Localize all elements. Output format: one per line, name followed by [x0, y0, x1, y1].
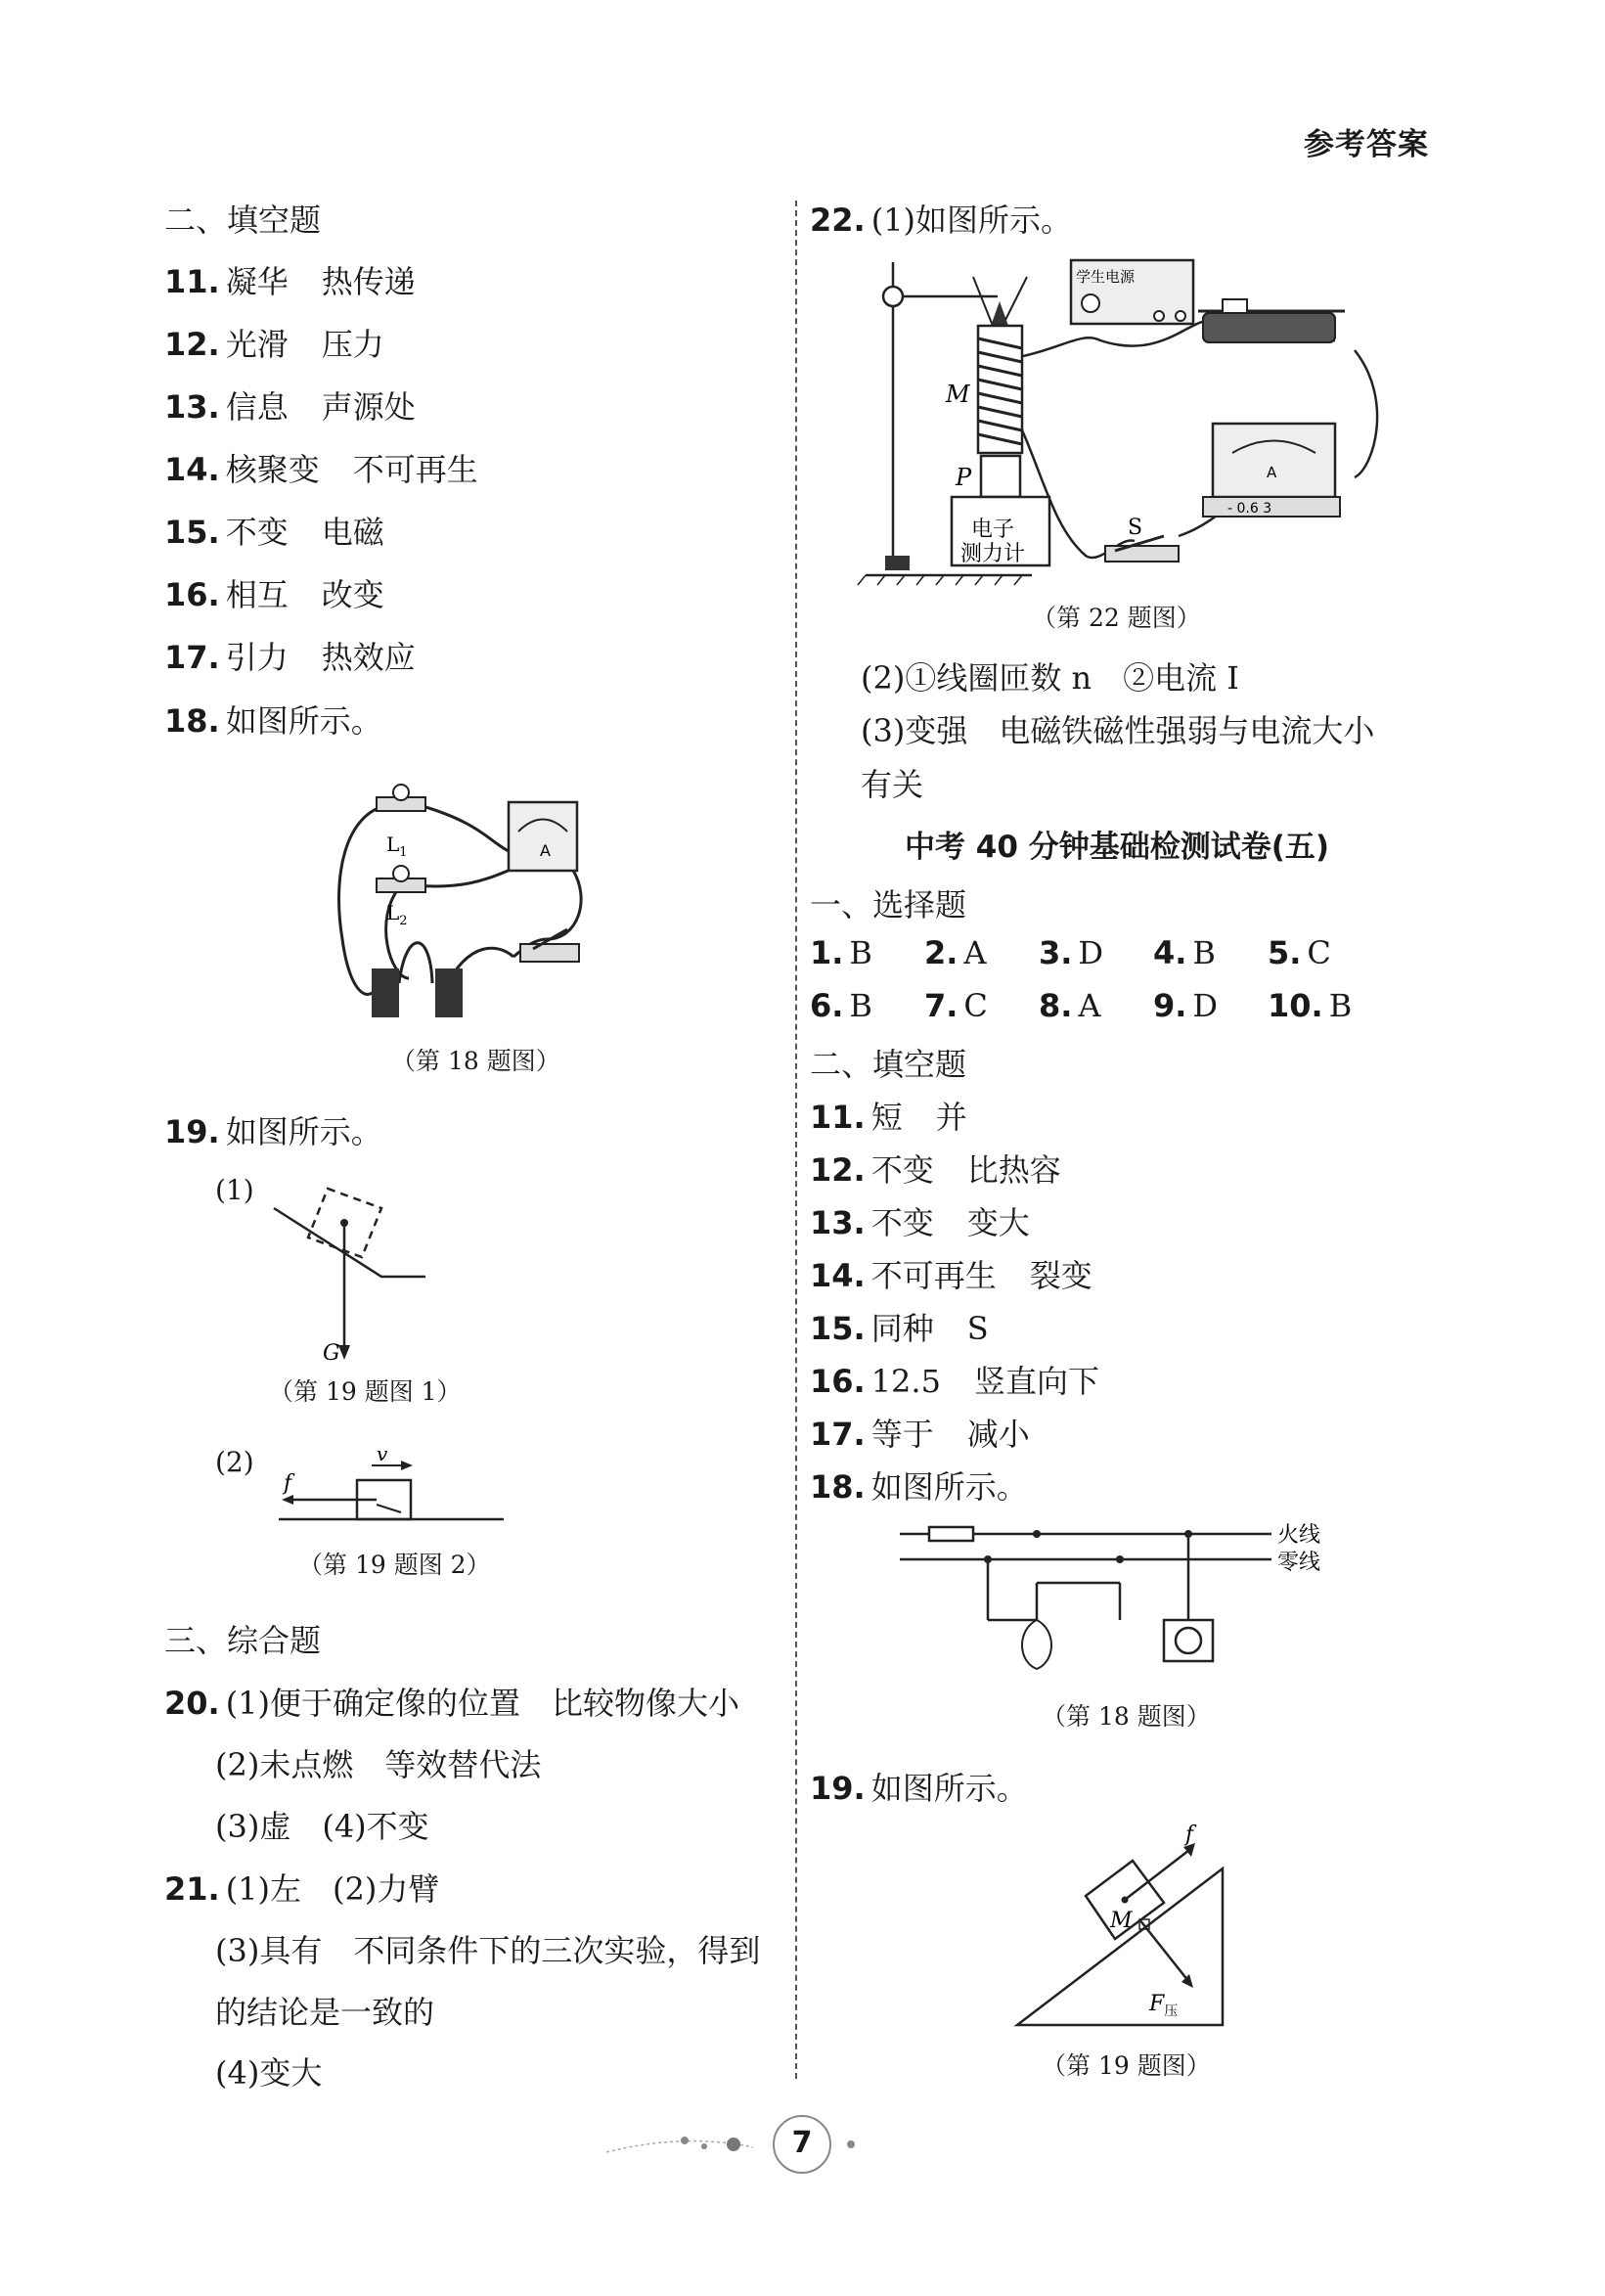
choice-answer: 2. A: [924, 934, 987, 971]
velocity-label: v: [377, 1442, 388, 1465]
q21-line3: 的结论是一致的: [215, 1994, 435, 2031]
choices-row-2: [810, 987, 1382, 1024]
q19-right-caption: （第 19 题图）: [1042, 2051, 1211, 2080]
friction-f-label: f: [1185, 1823, 1194, 1847]
power-supply-label: 学生电源: [1076, 268, 1136, 286]
q20-line3: (3)虚 (4)不变: [215, 1808, 429, 1845]
q22-line1: 22. (1)如图所示。: [810, 202, 1073, 239]
choice-answer: 3. D: [1039, 934, 1104, 971]
fill-item: 17. 等于 减小: [810, 1416, 1030, 1453]
scale-label-2: 测力计: [960, 542, 1026, 566]
l1-label: $L_1$: [386, 833, 408, 860]
fill-item: 13. 信息 声源处: [164, 388, 416, 426]
q22-line2: (2)①线圈匝数 n ②电流 I: [861, 659, 1239, 697]
fill-item: 16. 相互 改变: [164, 576, 384, 613]
section-fill-blank-right: 二、填空题: [810, 1046, 967, 1083]
q19-fig2-friction: [279, 1442, 513, 1524]
q22-line3: (3)变强 电磁铁磁性强弱与电流大小: [861, 712, 1375, 749]
q19-part2-label: (2): [215, 1446, 254, 1478]
choice-answer: 4. B: [1153, 934, 1216, 971]
q22-caption: （第 22 题图）: [1032, 604, 1201, 632]
fill-item: 15. 同种 S: [810, 1310, 989, 1347]
q20-line2: (2)未点燃 等效替代法: [215, 1746, 542, 1783]
section-choice: 一、选择题: [810, 886, 967, 923]
q22-line4: 有关: [861, 766, 924, 803]
q19-part1-label: (1): [215, 1174, 254, 1206]
pressure-f-label: $F_压$: [1149, 1992, 1179, 2019]
switch-label: S: [1128, 516, 1143, 540]
q19-fig2-caption: （第 19 题图 2）: [298, 1551, 491, 1579]
fill-item: 17. 引力 热效应: [164, 639, 416, 676]
scale-label-1: 电子: [971, 518, 1015, 542]
test-title: 中考 40 分钟基础检测试卷(五): [905, 830, 1330, 865]
p-label: P: [956, 464, 972, 491]
q22-electromagnet-diagram: [866, 252, 1374, 585]
friction-label: f: [284, 1471, 292, 1496]
q18-left: 18. 如图所示。: [164, 702, 382, 740]
q18-household-circuit: [900, 1514, 1321, 1681]
gravity-label: G: [323, 1341, 340, 1366]
fill-item: 12. 光滑 压力: [164, 326, 384, 363]
section-fill-blank-left: 二、填空题: [164, 202, 322, 239]
choice-answer: 6. B: [810, 987, 872, 1024]
choice-answer: 10. B: [1268, 987, 1353, 1024]
column-divider: [795, 201, 797, 2079]
footer-ornament: [606, 2123, 900, 2162]
neutral-wire-label: 零线: [1277, 1551, 1321, 1575]
page-number: 7: [773, 2115, 831, 2174]
choice-answer: 7. C: [924, 987, 988, 1024]
q21-line2: (3)具有 不同条件下的三次实验，得到: [215, 1932, 761, 1969]
fill-item: 14. 核聚变 不可再生: [164, 451, 478, 488]
choice-answer: 9. D: [1153, 987, 1219, 1024]
q19-fig1-caption: （第 19 题图 1）: [269, 1377, 462, 1406]
fill-item: 15. 不变 电磁: [164, 514, 384, 551]
header-title: 参考答案: [1304, 127, 1429, 162]
q19-right: 19. 如图所示。: [810, 1770, 1028, 1807]
q21-line4: (4)变大: [215, 2054, 323, 2092]
l2-label: $L_2$: [386, 901, 408, 928]
fill-item: 13. 不变 变大: [810, 1204, 1030, 1241]
meter-terminals: - 0.6 3: [1227, 501, 1272, 517]
q19-fig1-incline-gravity: [274, 1189, 450, 1365]
q19-left: 19. 如图所示。: [164, 1113, 382, 1150]
live-wire-label: 火线: [1277, 1523, 1321, 1548]
choice-answer: 5. C: [1268, 934, 1331, 971]
q19-incline-forces: [1017, 1820, 1232, 2035]
meter-a-label: A: [1267, 464, 1277, 481]
fill-item: 11. 凝华 热传递: [164, 263, 416, 300]
fill-item: 14. 不可再生 裂变: [810, 1257, 1092, 1294]
fill-item: 11. 短 并: [810, 1099, 967, 1136]
choice-answer: 1. B: [810, 934, 872, 971]
q18-right: 18. 如图所示。: [810, 1468, 1028, 1506]
block-m-label: M: [1110, 1909, 1133, 1933]
ammeter-label: A: [540, 841, 551, 860]
q18-left-caption: （第 18 题图）: [391, 1047, 560, 1075]
choice-answer: 8. A: [1039, 987, 1101, 1024]
coil-m-label: M: [946, 381, 970, 408]
section-comprehensive: 三、综合题: [164, 1622, 322, 1659]
q21-line1: 21. (1)左 (2)力臂: [164, 1870, 440, 1908]
q18-circuit-diagram: [333, 783, 606, 1017]
q20-line1: 20. (1)便于确定像的位置 比较物像大小: [164, 1685, 740, 1722]
q18-right-caption: （第 18 题图）: [1042, 1702, 1211, 1731]
fill-item: 12. 不变 比热容: [810, 1151, 1061, 1189]
choices-row-1: [810, 934, 1382, 971]
fill-item: 16. 12.5 竖直向下: [810, 1363, 1099, 1400]
